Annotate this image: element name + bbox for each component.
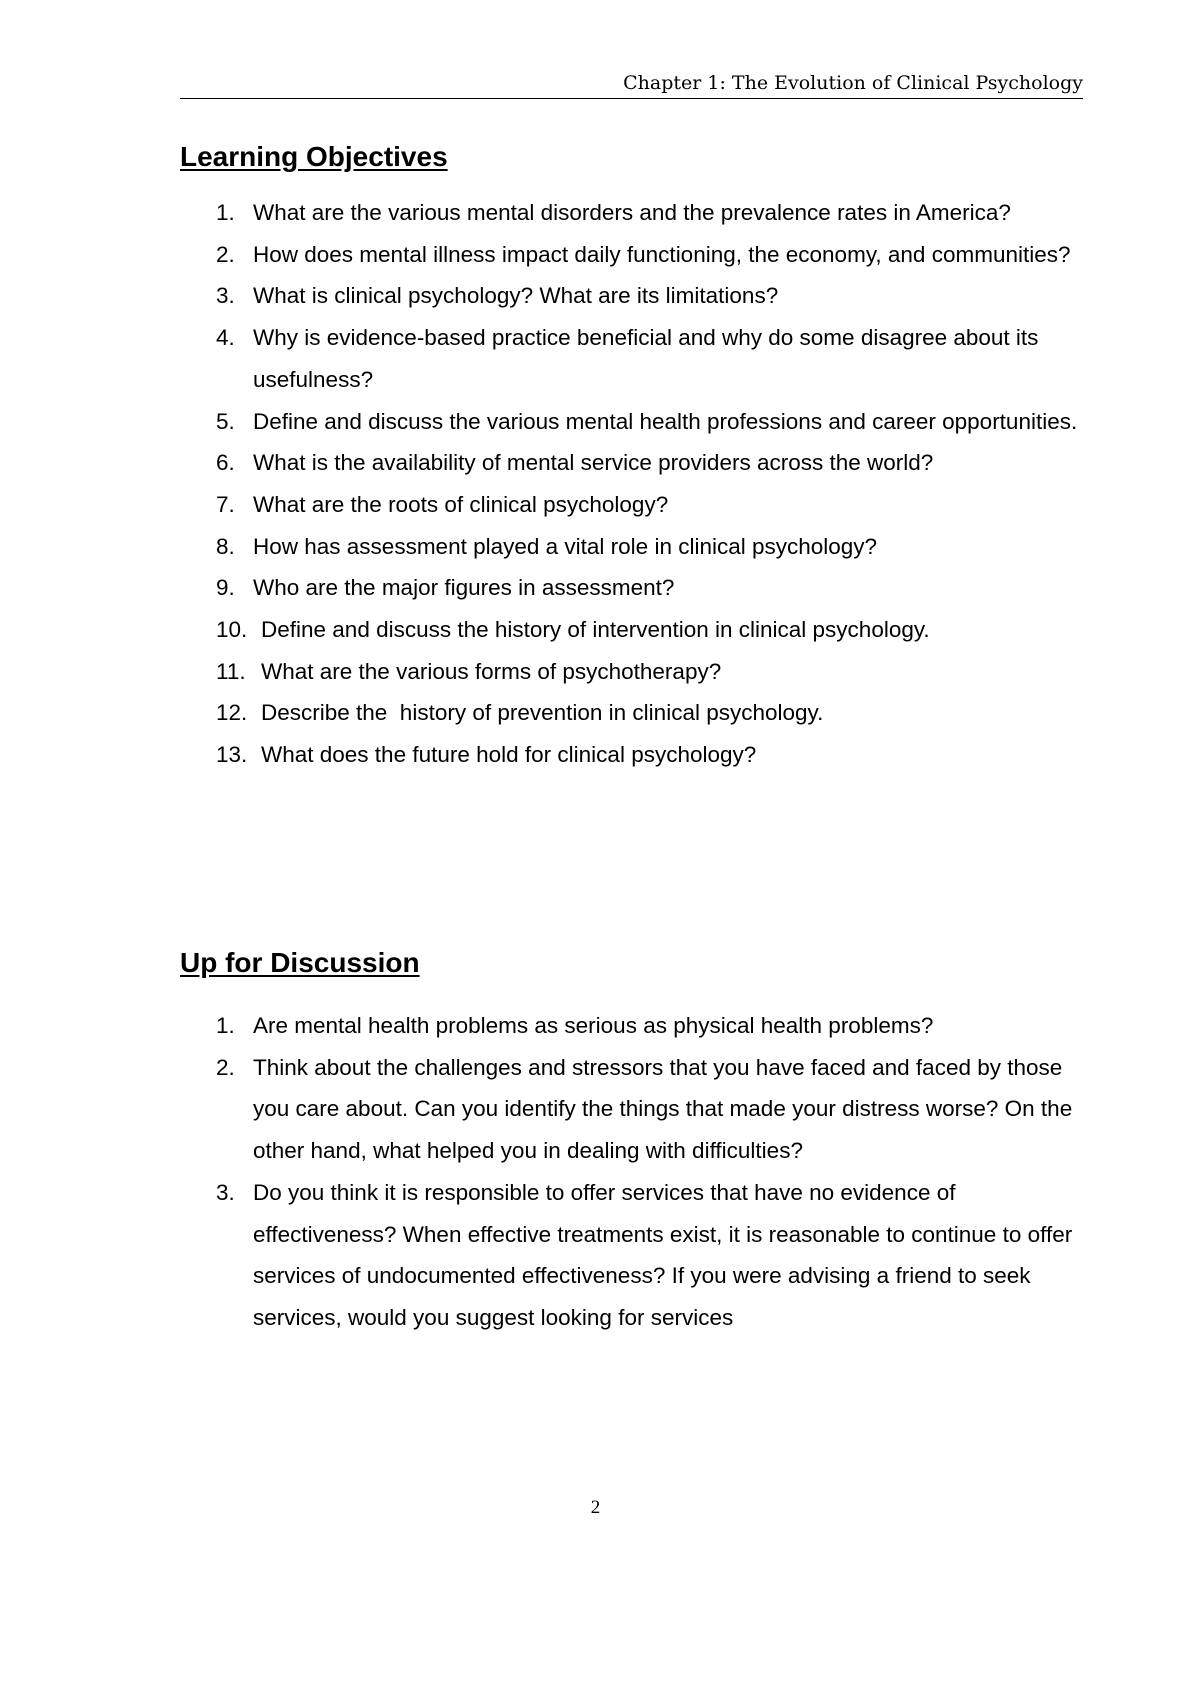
list-item: [180, 442, 1080, 484]
item-number: 6.: [216, 450, 235, 476]
item-number: 5.: [216, 408, 235, 434]
item-text: What does the future hold for clinical psychology?: [261, 742, 757, 768]
item-number: 7.: [216, 491, 235, 517]
list-item: [180, 567, 1080, 609]
item-number: 9.: [216, 575, 235, 601]
item-text: How has assessment played a vital role in clinical psychology?: [253, 533, 878, 559]
discussion-list: [180, 1005, 1080, 1339]
section-title: Up for Discussion: [180, 947, 420, 978]
list-item: [180, 734, 1080, 776]
list-item: [180, 692, 1080, 734]
item-number: 3.: [216, 283, 235, 309]
item-text: Define and discuss the various mental health professions and career opportunities.: [253, 408, 1078, 434]
list-item: [180, 1172, 1080, 1339]
item-text: Are mental health problems as serious as physical health problems?: [253, 1013, 934, 1038]
item-text: Describe the history of prevention in clinical psychology.: [261, 700, 824, 726]
item-number: 12.: [216, 700, 248, 726]
item-text: What are the various mental disorders and the prevalence rates in America?: [253, 200, 1011, 225]
item-number: 2.: [216, 1054, 235, 1080]
item-text: What is clinical psychology? What are its limitations?: [253, 283, 779, 309]
up-for-discussion-section: [180, 946, 1080, 1339]
list-item: [180, 1005, 1080, 1047]
item-number: 3.: [216, 1179, 235, 1205]
item-text: Who are the major figures in assessment?: [253, 575, 675, 601]
item-text: Why is evidence-based practice beneficial and why do some disagree about its usefulness?: [253, 325, 1039, 392]
item-text: How does mental illness impact daily functioning, the economy, and communities?: [253, 241, 1071, 267]
list-item: [180, 526, 1080, 568]
item-number: 4.: [216, 325, 235, 351]
item-text: Do you think it is responsible to offer services that have no evidence of effectiveness? When effective treatments exist, it is reasonable to continue to offer services of undocumented effectiveness? If you were advising a friend to seek services, would you suggest looking for services: [253, 1179, 1073, 1330]
item-text: What are the roots of clinical psychology?: [253, 491, 669, 517]
section-title: Learning Objectives: [180, 141, 448, 172]
item-number: 1.: [216, 1013, 235, 1038]
item-text: Think about the challenges and stressors that you have faced and faced by those you care about. Can you identify the things that made your distress worse? On the other hand, what helped you in dealing with difficulties?: [253, 1054, 1073, 1164]
list-item: [180, 651, 1080, 693]
item-number: 10.: [216, 617, 248, 643]
item-text: What are the various forms of psychotherapy?: [261, 658, 722, 684]
list-item: [180, 1047, 1080, 1172]
item-number: 8.: [216, 533, 235, 559]
page-number: 2: [590, 1497, 601, 1518]
learning-objectives-list: [180, 192, 1080, 776]
list-item: [180, 234, 1080, 276]
list-item: [180, 317, 1080, 400]
list-item: [180, 484, 1080, 526]
list-item: [180, 192, 1080, 234]
item-number: 2.: [216, 241, 235, 267]
learning-objectives-section: [180, 140, 1080, 776]
running-header: Chapter 1: The Evolution of Clinical Psychology: [180, 72, 1083, 99]
list-item: [180, 275, 1080, 317]
item-number: 1.: [216, 200, 235, 225]
list-item: [180, 401, 1080, 443]
list-item: [180, 609, 1080, 651]
item-number: 13.: [216, 742, 248, 768]
item-text: What is the availability of mental service providers across the world?: [253, 450, 934, 476]
item-text: Define and discuss the history of intervention in clinical psychology.: [261, 617, 930, 643]
item-number: 11.: [216, 658, 246, 684]
